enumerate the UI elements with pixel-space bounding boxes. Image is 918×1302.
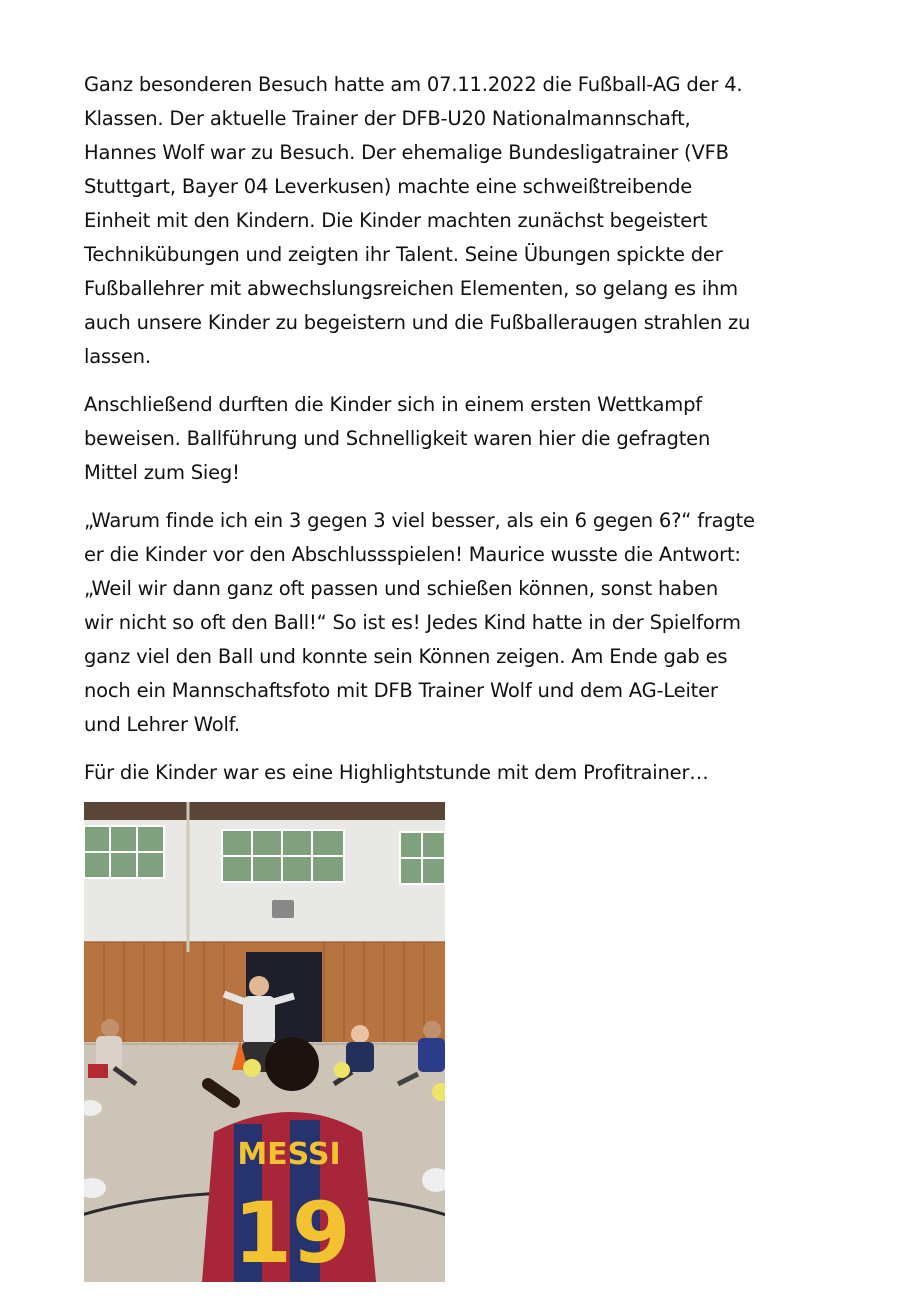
article-body bbox=[84, 68, 824, 804]
paragraph-1: Ganz besonderen Besuch hatte am 07.11.2022 die Fußball-AG der 4. Klassen. Der aktuelle Trainer der DFB-U20 Nationalmannschaft, Hannes Wolf war zu Besuch. Der ehemalige Bundesligatrainer (VFB Stuttgart, Bayer 04 Leverkusen) machte eine schweißtreibende Einheit mit den Kindern. Die Kinder machten zunächst begeistert Technikübungen und zeigten ihr Talent. Seine Übungen spickte der Fußballehrer mit abwechslungsreichen Elementen, so gelang es ihm auch unsere Kinder zu begeistern und die Fußballeraugen strahlen zu lassen. bbox=[84, 73, 751, 368]
jersey-number: 19 bbox=[233, 1184, 351, 1282]
paragraph-3: „Warum finde ich ein 3 gegen 3 viel besser, als ein 6 gegen 6?“ fragte er die Kinder vor den Abschlussspielen! Maurice wusste die Antwort: „Weil wir dann ganz oft passen und schießen können, sonst haben wir nicht so oft den Ball!“ So ist es! Jedes Kind hatte in der Spielform ganz viel den Ball und konnte sein Können zeigen. Am Ende gab es noch ein Mannschaftsfoto mit DFB Trainer Wolf und dem AG-Leiter und Lehrer Wolf. bbox=[84, 509, 755, 736]
paragraph-2: Anschließend durften die Kinder sich in einem ersten Wettkampf beweisen. Ballführung und Schnelligkeit waren hier die gefragten Mittel zum Sieg! bbox=[84, 393, 711, 484]
paragraph-4: Für die Kinder war es eine Highlightstunde mit dem Profitrainer… bbox=[84, 761, 709, 784]
gym-photo bbox=[84, 802, 445, 1282]
jersey-name: MESSI bbox=[237, 1137, 341, 1172]
